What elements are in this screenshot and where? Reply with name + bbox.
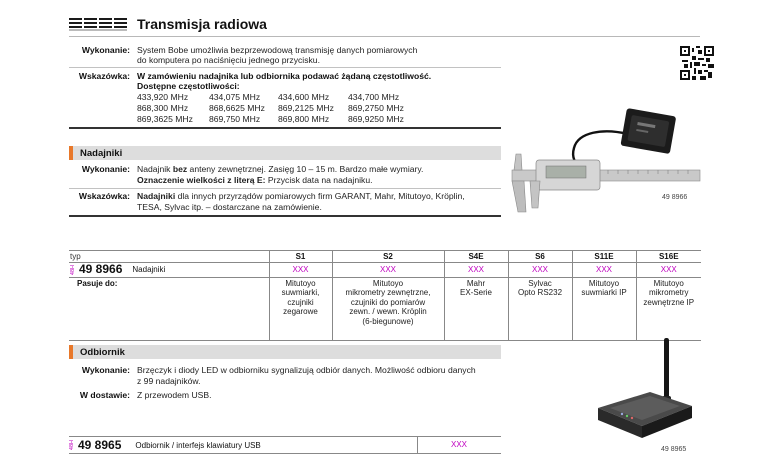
intro-wskazowka-line1: W zamówieniu nadajnika lub odbiornika podawać żądaną częstotliwość.	[137, 71, 432, 81]
divider	[69, 67, 501, 68]
fit-line: Mitutoyo	[372, 279, 404, 288]
fit-line: suwmiarki,	[281, 288, 320, 298]
nadajniki-oznaczenie-text	[137, 175, 373, 186]
fit-line: mikrometry	[648, 288, 689, 298]
intro-wykonanie-label: Wykonanie:	[81, 45, 130, 55]
odbiornik-wykonanie-line2: z 99 nadajników.	[137, 376, 201, 386]
divider	[69, 188, 501, 189]
frequency-value: 869,2750 MHz	[348, 103, 404, 113]
price-cell: XXX	[332, 263, 444, 278]
intro-wykonanie-line1: System Bobe umożliwia bezprzewodową transmisję danych pomiarowych	[137, 45, 418, 55]
column-header: S2	[332, 251, 444, 263]
product-name: Nadajniki	[132, 265, 166, 275]
image-caption: 49 8966	[662, 194, 688, 201]
section-header-nadajniki	[69, 146, 501, 160]
nadajniki-wskazowka-line1	[137, 191, 465, 202]
price-cell: XXX	[508, 263, 572, 278]
nadajniki-wskazowka-line2: TESA, Sylvac itp. – dostarczane na zamówienie.	[137, 202, 322, 212]
frequency-value: 869,800 MHz	[278, 114, 330, 124]
divider	[69, 127, 501, 129]
frequency-value: 434,600 MHz	[278, 92, 330, 102]
fit-cell	[572, 278, 636, 341]
fit-label: Pasuje do:	[69, 278, 269, 341]
fit-line: EX-Serie	[459, 288, 492, 298]
fit-line: Sylvac	[528, 279, 552, 288]
frequency-value: 434,700 MHz	[348, 92, 400, 102]
text-run: Przycisk data na nadajniku.	[265, 175, 373, 185]
table-row	[69, 263, 701, 278]
price-cell: XXX	[450, 440, 467, 449]
caliper-transmitter-illustration	[508, 108, 704, 218]
price-cell: XXX	[444, 263, 508, 278]
odbiornik-dostawa-label: W dostawie:	[79, 390, 130, 400]
fit-line: Mitutoyo	[588, 279, 620, 288]
fit-cell	[269, 278, 332, 341]
text-run-bold: bez	[172, 164, 188, 174]
product-code-box	[70, 262, 268, 277]
page-title: Transmisja radiowa	[137, 16, 267, 32]
fit-cell	[508, 278, 572, 341]
price-cell: XXX	[572, 263, 636, 278]
fit-line: (6-biegunowe)	[362, 316, 414, 326]
text-run: Nadajnik	[137, 164, 173, 174]
typ-label: typ	[69, 251, 269, 263]
header-divider	[69, 36, 700, 37]
odbiornik-wykonanie-line1: Brzęczyk i diody LED w odbiorniku sygnalizują odbiór danych. Możliwość odbioru danych	[137, 365, 476, 375]
fit-cell	[332, 278, 444, 341]
fit-cell	[444, 278, 508, 341]
fit-line: zewnętrzne IP	[643, 297, 695, 307]
nadajniki-wskazowka-label: Wskazówka:	[78, 191, 130, 201]
fit-line: zewn. / wewn. Kröplin	[349, 307, 427, 317]
qr-code-graphic	[680, 46, 714, 80]
frequencies-label: Dostępne częstotliwości:	[137, 81, 240, 91]
odbiornik-wykonanie-label: Wykonanie:	[81, 365, 130, 375]
fit-line: Opto RS232	[517, 288, 563, 298]
column-header: S11E	[572, 251, 636, 263]
nadajniki-wykonanie-text	[137, 164, 423, 175]
frequency-value: 434,075 MHz	[209, 92, 261, 102]
qr-code	[680, 46, 714, 80]
product-name: Odbiornik / interfejs klawiatury USB	[135, 440, 261, 450]
product-cell	[69, 263, 269, 278]
frequency-value: 869,3625 MHz	[137, 114, 193, 124]
text-run-bold: Nadajniki	[137, 191, 176, 201]
receiver-image	[592, 336, 698, 444]
price-cell: XXX	[269, 263, 332, 278]
section-header-odbiornik	[69, 345, 501, 359]
frequency-value: 869,9250 MHz	[348, 114, 404, 124]
product-code: 49 8965	[78, 438, 122, 452]
fit-line: Mitutoyo	[653, 279, 684, 288]
fit-line: czujniki zegarowe	[283, 297, 318, 317]
divider	[69, 215, 501, 217]
text-run: anteny zewnętrznej. Zasięg 10 – 15 m. Bardzo małe wymiary.	[187, 164, 424, 174]
delivery-tag: 48H	[69, 439, 75, 451]
bobe-logo-graphic	[69, 18, 129, 32]
nadajniki-table	[69, 250, 701, 341]
product-code-box	[69, 438, 261, 452]
bobe-logo	[69, 18, 129, 32]
section-accent-mark	[69, 345, 73, 359]
column-header: S6	[508, 251, 572, 263]
fit-line: czujniki do pomiarów	[350, 297, 426, 307]
column-header: S16E	[636, 251, 701, 263]
image-caption: 49 8965	[661, 446, 687, 453]
section-title: Nadajniki	[80, 148, 123, 159]
delivery-tag: 48H	[70, 264, 76, 276]
caliper-transmitter-image	[508, 108, 704, 218]
fit-line: mikrometry zewnętrzne,	[345, 288, 431, 298]
section-accent-mark	[69, 146, 73, 160]
frequency-value: 868,6625 MHz	[209, 103, 265, 113]
frequency-value: 433,920 MHz	[137, 92, 189, 102]
price-cell: XXX	[636, 263, 701, 278]
table-header-row	[69, 251, 701, 263]
frequency-value: 869,750 MHz	[209, 114, 261, 124]
product-code: 49 8966	[79, 262, 123, 277]
table-row	[69, 278, 701, 341]
odbiornik-order-row	[69, 436, 501, 454]
fit-line: suwmiarki IP	[581, 288, 627, 298]
frequency-value: 869,2125 MHz	[278, 103, 334, 113]
odbiornik-dostawa-text: Z przewodem USB.	[137, 390, 212, 400]
intro-wskazowka-label: Wskazówka:	[78, 71, 130, 81]
intro-wykonanie-line2: do komputera po naciśnięciu jednego przycisku.	[137, 55, 320, 65]
column-header: S4E	[444, 251, 508, 263]
frequency-value: 868,300 MHz	[137, 103, 189, 113]
fit-cell	[636, 278, 701, 341]
fit-line: Mitutoyo	[285, 279, 316, 288]
text-run: dla innych przyrządów pomiarowych firm GARANT, Mahr, Mitutoyo, Kröplin,	[175, 191, 465, 201]
text-run-bold: Oznaczenie wielkości z literą E:	[137, 175, 266, 185]
fit-line: Mahr	[466, 279, 486, 288]
nadajniki-wykonanie-label: Wykonanie:	[81, 164, 130, 174]
column-header: S1	[269, 251, 332, 263]
section-title: Odbiornik	[80, 347, 125, 358]
receiver-illustration	[592, 336, 698, 444]
